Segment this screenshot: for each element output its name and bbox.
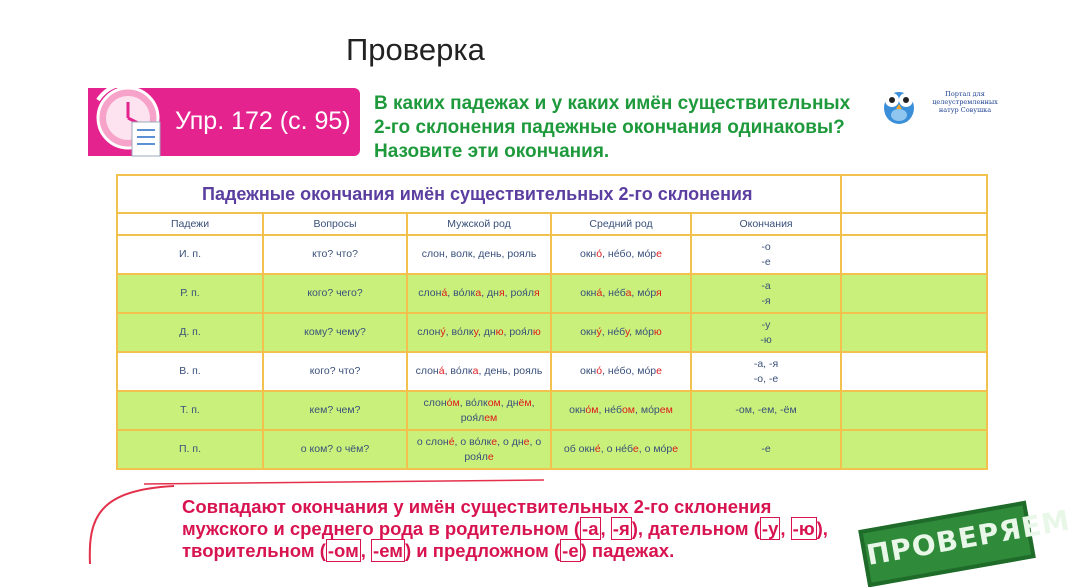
endings-cell: -ом, -ем, -ём	[691, 391, 841, 430]
neuter-cell: окно́м, не́бом, мо́рем	[551, 391, 691, 430]
slide-title: Проверка	[346, 32, 485, 67]
stamp-text: ПРОВЕРЯЕМ	[863, 503, 1073, 572]
case-cell: И. п.	[117, 235, 263, 274]
table-row	[117, 391, 987, 430]
empty-cell	[841, 391, 987, 430]
ending-box: -у	[761, 518, 779, 539]
table-row	[117, 313, 987, 352]
empty-cell	[841, 313, 987, 352]
portal-caption: Портал для целеустремленных натур Совушка	[932, 90, 998, 114]
alarm-clock-icon	[92, 80, 172, 162]
column-header: Окончания	[691, 213, 841, 235]
neuter-cell: окно́, не́бо, мо́ре	[551, 235, 691, 274]
column-header: Средний род	[551, 213, 691, 235]
questions-cell: о ком? о чём?	[263, 430, 407, 469]
column-header: Вопросы	[263, 213, 407, 235]
neuter-cell: окно́, не́бо, мо́ре	[551, 352, 691, 391]
case-cell: В. п.	[117, 352, 263, 391]
neuter-cell: окна́, не́ба, мо́ря	[551, 274, 691, 313]
case-cell: Т. п.	[117, 391, 263, 430]
masculine-cell: слон, волк, день, рояль	[407, 235, 551, 274]
endings-cell: -а -я	[691, 274, 841, 313]
ending-box: -а	[582, 518, 599, 539]
table-corner-cell	[841, 175, 987, 213]
case-cell: П. п.	[117, 430, 263, 469]
table-row	[117, 430, 987, 469]
questions-cell: кто? что?	[263, 235, 407, 274]
endings-cell: -а, -я -о, -е	[691, 352, 841, 391]
question-text: В каких падежах и у каких имён существительных 2-го склонения падежные окончания одинаковы? Назовите эти окончания.	[374, 93, 851, 162]
table-header-row	[117, 213, 987, 235]
empty-cell	[841, 274, 987, 313]
table-row	[117, 235, 987, 274]
endings-cell: -о -е	[691, 235, 841, 274]
masculine-cell: слоно́м, во́лком, днём, роя́лем	[407, 391, 551, 430]
questions-cell: кого? чего?	[263, 274, 407, 313]
column-header: Мужской род	[407, 213, 551, 235]
check-stamp	[858, 501, 1073, 587]
ending-box: -е	[562, 540, 579, 561]
questions-cell: кем? чем?	[263, 391, 407, 430]
empty-cell	[841, 235, 987, 274]
masculine-cell: слона́, во́лка, день, рояль	[407, 352, 551, 391]
case-cell: Р. п.	[117, 274, 263, 313]
ending-box: -ом	[327, 540, 359, 561]
table-title: Падежные окончания имён существительных 2-го склонения	[117, 175, 841, 213]
ending-box: -ю	[792, 518, 815, 539]
ending-box: -я	[612, 518, 630, 539]
table-row	[117, 352, 987, 391]
endings-cell: -у -ю	[691, 313, 841, 352]
owl-logo-icon	[877, 82, 921, 126]
endings-cell: -е	[691, 430, 841, 469]
table-row	[117, 274, 987, 313]
case-cell: Д. п.	[117, 313, 263, 352]
column-header-empty	[841, 213, 987, 235]
ending-box: -ем	[373, 540, 403, 561]
endings-table	[116, 174, 988, 470]
neuter-cell: об окне́, о не́бе, о мо́ре	[551, 430, 691, 469]
questions-cell: кого? что?	[263, 352, 407, 391]
masculine-cell: слона́, во́лка, дня, роя́ля	[407, 274, 551, 313]
empty-cell	[841, 352, 987, 391]
column-header: Падежи	[117, 213, 263, 235]
conclusion-text: Совпадают окончания у имён существительных 2-го склонения мужского и среднего рода в родительном ( -а , -я ), дательном ( -у , -ю ), творительном ( -ом , -ем ) и предложном ( -е ) падежах.	[182, 496, 828, 561]
exercise-label: Упр. 172 (с. 95)	[175, 107, 351, 135]
masculine-cell: слону́, во́лку, дню, роя́лю	[407, 313, 551, 352]
questions-cell: кому? чему?	[263, 313, 407, 352]
neuter-cell: окну́, не́бу, мо́рю	[551, 313, 691, 352]
empty-cell	[841, 430, 987, 469]
masculine-cell: о слоне́, о во́лке, о дне, о роя́ле	[407, 430, 551, 469]
